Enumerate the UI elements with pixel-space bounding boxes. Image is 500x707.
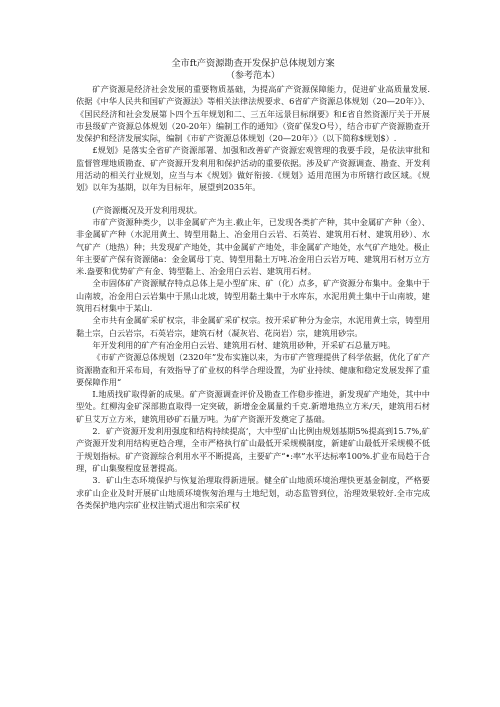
document-subtitle: （参考范本） (225, 71, 280, 81)
body-paragraph-4: 年开发利用的矿产有冶金用白云岩、建筑用石材、建筑用砂种，开采矿石总量万吨。 (92, 339, 396, 350)
body-paragraph-3: 全市共有金属矿采矿权宗，非金属矿采矿权宗。按开采矿种分为金宗，水泥用黄土宗，铸型用黏土宗，白云岩宗，石英岩宗，建筑石材（凝灰岩、花岗岩）宗，建筑用砂宗。 (76, 315, 430, 338)
body-paragraph-6: I.地质找矿取得新的成果。矿产资源调查评价及勘查工作稳步推进，新发现矿产地处，其中中型处。红柳沟金矿深部勘直取得一定突破，新增金金属量约千克.新增地热立方米/天，建筑用石材矿旦艾万立方米，建筑用砂矿石量万吨。为矿产资源开发奠定了基础。 (76, 389, 430, 424)
body-paragraph-1: 市矿产资源种类少，以非金属矿产为主.截止年，已发现各类扩产种，其中金属矿产种（金）、非金属矿产种（水泥用黄土、铸型用黏上、冶金用白云岩、石英岩、建筑用石材、建筑用砂）、水气矿产（地热）种；共发现矿产地处，其中金属矿产地处，非金属矿产地处，水气矿产地处。极止年主要矿产保有资源储a：金金属母丁克、铸型用黏土万吨.冶金用白云岩万吨、建筑用石材万立方米.盎要和优势矿产有金、铸型黏上、冶金用白云岩、建筑用石材。 (76, 216, 430, 277)
intro-paragraph-2: £规划》是落实全省矿产资源部署、加强和改善矿产资源宏观管理的我要手段，是依法审批和监督管理地质勘查、矿产资源开发利用和保护活动的重要依据。涉及矿产资源调查、勘查、开发利用活动的相关行业规划，应当与本《规划》做好衔接.《规划》适用范围为市所辖行政区域。《规划》以年为基期，以年为目标年，展望到2035年。 (76, 145, 430, 193)
body-paragraph-2: 全市固体矿产资源赋存特点总体上是小型矿床、矿（化）点多，矿产资源分布集中。金集中于山南坡，冶金用白云岩集中于黑山北坡，铸型用黏土集中于水库东，水泥用黄土集中于山南坡，建筑用石材集中于某山. (76, 278, 430, 314)
section-heading: (产资源概况及开发利用现状。 (92, 204, 203, 215)
body-paragraph-8: 3．矿山生态环境保护与恢复治理取得新进展。健全矿山地质环境治理快更基金制度，严格要求矿山企业及时开展矿山地质环境恢匆治理与土地纪划，动态监管到位，治理效果较好.全市完成各类保护地内宗矿业权注销式退出和宗采矿权 (76, 475, 430, 510)
body-paragraph-7: 2．矿产资源开发利用强度和结构持续提高‘，大中型矿山比例由规划基期5%提高到15.7%,矿产资源开发利用结构更趋合理，全市严格执行矿山最低开采规模制度，新建矿山最低开采规模不低于规划指标。矿产资源综合利用水平不断提高，主要矿产“•:率”水平达标率100%.扩业布局趋于合理，矿山集聚程度显著提高。 (76, 426, 430, 473)
document-title: 全市ft产资源勘查开发保护总体规划方案 (171, 58, 335, 69)
section-gap (76, 194, 430, 204)
body-paragraph-5: 《市矿产资源总体规划（2320年”发布实施以来，为市矿产管理提供了科学依据，优化了矿产资源勘查和开采布局，有效指导了矿业权的科学合理设置，为矿业持续、健康和稳定发展发挥了重要保障作用“ (76, 352, 430, 387)
intro-paragraph-1: 矿产资源是经济社会发展的重要物质基础，为提高矿产资源保障能力，促进矿业高质量发展. 依据《中华人民共和国矿产资源法》等相关法律法规要求、6省矿产资源总体规划（20—20年）》、《国民经济和社会发展第卜四个五年规划和二、三五年远景目标纲要》和£省自然资源厅关于开展市县级矿产资源总体规划（20-20年）编制工作的通知》（资矿保发O号），结合市矿产资源勘查开发保护和经济发展实际，编制《市矿产资源总体规划（20—20年）》（以下简称$规划$）. (76, 84, 430, 144)
